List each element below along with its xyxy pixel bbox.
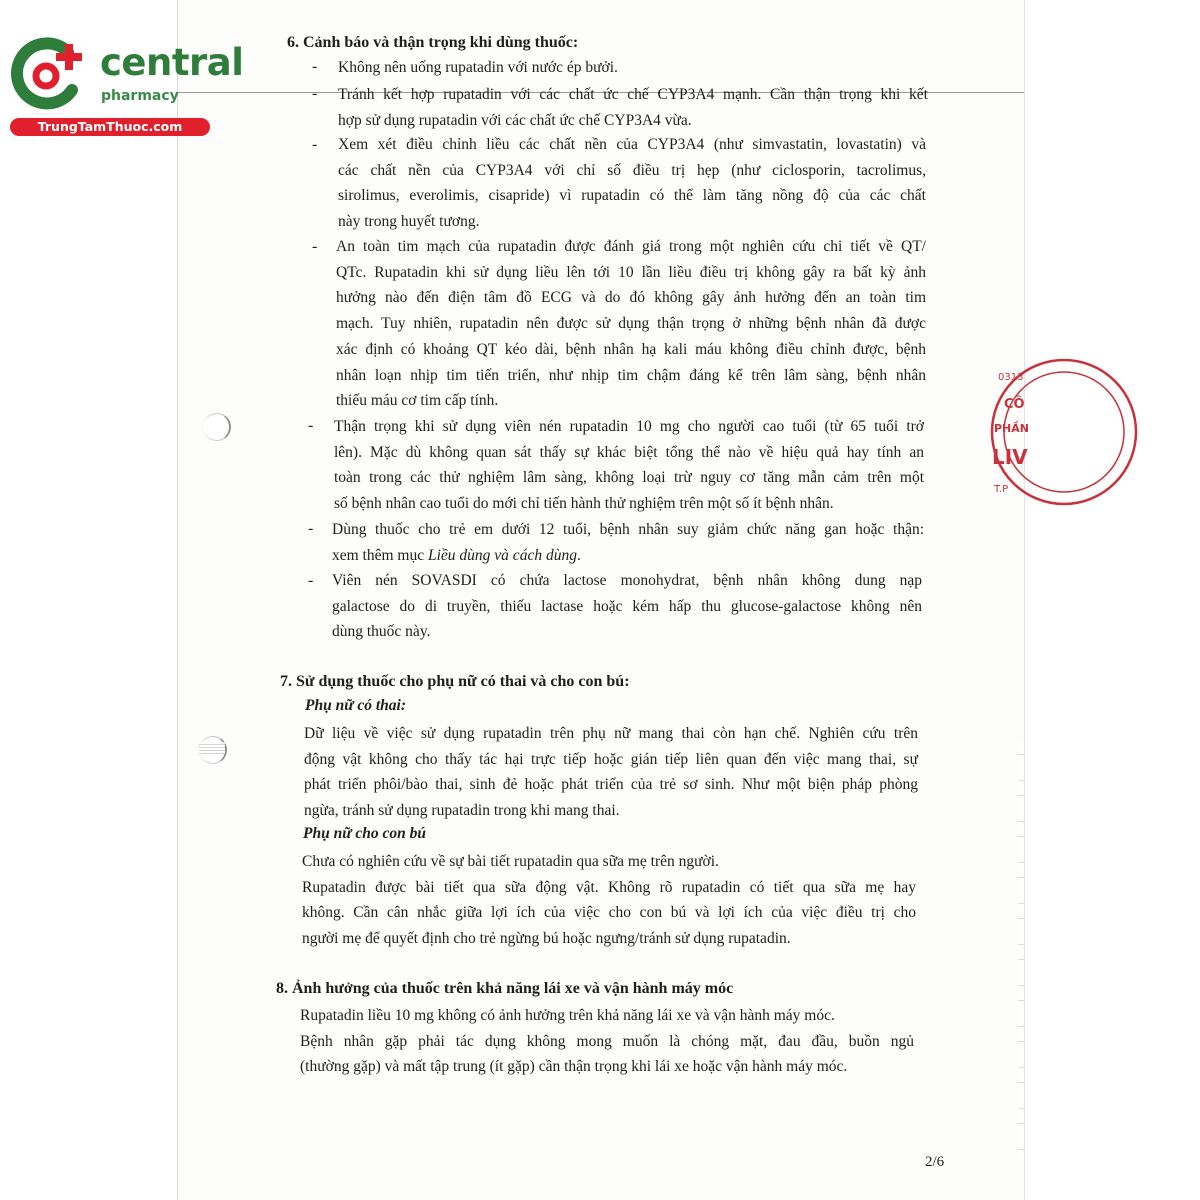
pharmacy-cross-logo-icon [10, 38, 92, 114]
company-seal-stamp [988, 356, 1029, 508]
list-bullet: - [308, 572, 314, 589]
paragraph-pregnant: Dữ liệu về việc sử dụng rupatadin trên phụ nữ mang thai còn hạn chế. Nghiên cứu trên động vật không cho thấy tác hại trực tiếp hoặc gián tiếp liên quan đến việc mang thai, sự phát triển phôi/bào thai, sinh đẻ hoặc phát triển của trẻ sơ sinh. Như một biện pháp phòng ngừa, tránh sử dụng rupatadin trong khi mang thai. [304, 725, 918, 819]
page-number: 2/6 [925, 1154, 945, 1170]
central-pharmacy-logo [10, 34, 244, 136]
logo-site-banner: TrungTamThuoc.com [10, 118, 210, 136]
svg-text:T.P: T.P [994, 484, 1009, 495]
subheading-pregnant: Phụ nữ có thai: [305, 697, 407, 714]
list-item: Không nên uống rupatadin với nước ép bưởi. [338, 59, 618, 76]
punch-hole [203, 413, 231, 441]
list-item: An toàn tim mạch của rupatadin được đánh giá trong một nghiên cứu chi tiết về QT/ QTc. Rupatadin khi sử dụng liều lên tới 10 lần liều điều trị không gây ra bất kỳ ảnh hưởng nào đến điện tâm đồ ECG và do đó không gây ảnh hưởng đến an toàn tim mạch. Tuy nhiên, rupatadin nên được sử dụng thận trọng ở những bệnh nhân đã được xác định có khoảng QT kéo dài, bệnh nhân hạ kali máu không điều chỉnh được, bệnh nhân loạn nhịp tim tiến triển, như nhịp tim chậm đáng kể trên lâm sàng, bệnh nhân thiếu máu cơ tim cấp tính. [336, 238, 926, 410]
logo-brand-text: central [100, 41, 244, 84]
list-bullet: - [308, 520, 314, 537]
list-bullet: - [312, 85, 318, 102]
section-7-title: 7. Sử dụng thuốc cho phụ nữ có thai và cho con bú: [280, 673, 630, 690]
svg-text:0313: 0313 [998, 372, 1024, 383]
section-8-title: 8. Ảnh hưởng của thuốc trên khả năng lái xe và vận hành máy móc [276, 980, 734, 997]
list-item: Thận trọng khi sử dụng viên nén rupatadin 10 mg cho người cao tuổi (từ 65 tuổi trở lên). Mặc dù không quan sát thấy sự khác biệt tổng thể nào về hiệu quả hay tính an toàn trong các thử nghiệm lâm sàng, không loại trừ nguy cơ tăng mẫn cảm trên một số bệnh nhân cao tuổi do mới chỉ tiến hành thử nghiệm trên một số ít bệnh nhân. [334, 418, 924, 513]
list-item: Viên nén SOVASDI có chứa lactose monohydrat, bệnh nhân không dung nạp galactose do di truyền, thiếu lactase hoặc kém hấp thu glucose-galactose không nên dùng thuốc này. [332, 572, 922, 641]
svg-text:PHẦN: PHẦN [994, 422, 1029, 435]
list-item: Dùng thuốc cho trẻ em dưới 12 tuổi, bệnh nhân suy giảm chức năng gan hoặc thận: xem thêm mục Liều dùng và cách dùng. [332, 521, 924, 564]
punch-hole-artifact [199, 742, 225, 754]
logo-sub-text: pharmacy [101, 88, 179, 104]
section-6-title: 6. Cảnh báo và thận trọng khi dùng thuốc: [287, 34, 579, 51]
list-bullet: - [308, 417, 314, 434]
paragraph-driving: Rupatadin liều 10 mg không có ảnh hưởng trên khả năng lái xe và vận hành máy móc. Bệnh nhân gặp phải tác dụng không mong muốn là chóng mặt, đau đầu, buồn ngủ (thường gặp) và mất tập trung (ít gặp) cần thận trọng khi lái xe hoặc vận hành máy móc. [300, 1007, 914, 1076]
paragraph-breastfeeding: Chưa có nghiên cứu về sự bài tiết rupatadin qua sữa mẹ trên người. Rupatadin được bài tiết qua sữa động vật. Không rõ rupatadin có tiết qua sữa mẹ hay không. Cần cân nhắc giữa lợi ích của việc cho con bú và lợi ích của việc điều trị cho người mẹ để quyết định cho trẻ ngừng bú hoặc ngưng/tránh sử dụng rupatadin. [302, 853, 916, 947]
list-item: Tránh kết hợp rupatadin với các chất ức chế CYP3A4 mạnh. Cần thận trọng khi kết hợp sử dụng rupatadin với các chất ức chế CYP3A4 vừa. [338, 86, 928, 129]
subheading-breastfeeding: Phụ nữ cho con bú [303, 825, 426, 842]
list-item: Xem xét điều chỉnh liều các chất nền của CYP3A4 (như simvastatin, lovastatin) và các chất nền của CYP3A4 với chỉ số điều trị hẹp (như ciclosporin, tacrolimus, sirolimus, everolimis, cisapride) vì rupatadin có thể làm tăng nồng độ của các chất này trong huyết tương. [338, 136, 926, 231]
list-bullet: - [312, 238, 318, 255]
svg-text:LIV: LIV [992, 445, 1028, 469]
scan-edge-artifact [1018, 740, 1024, 1160]
list-bullet: - [312, 136, 318, 153]
list-bullet: - [312, 58, 318, 75]
svg-text:CÔ: CÔ [1004, 397, 1025, 412]
